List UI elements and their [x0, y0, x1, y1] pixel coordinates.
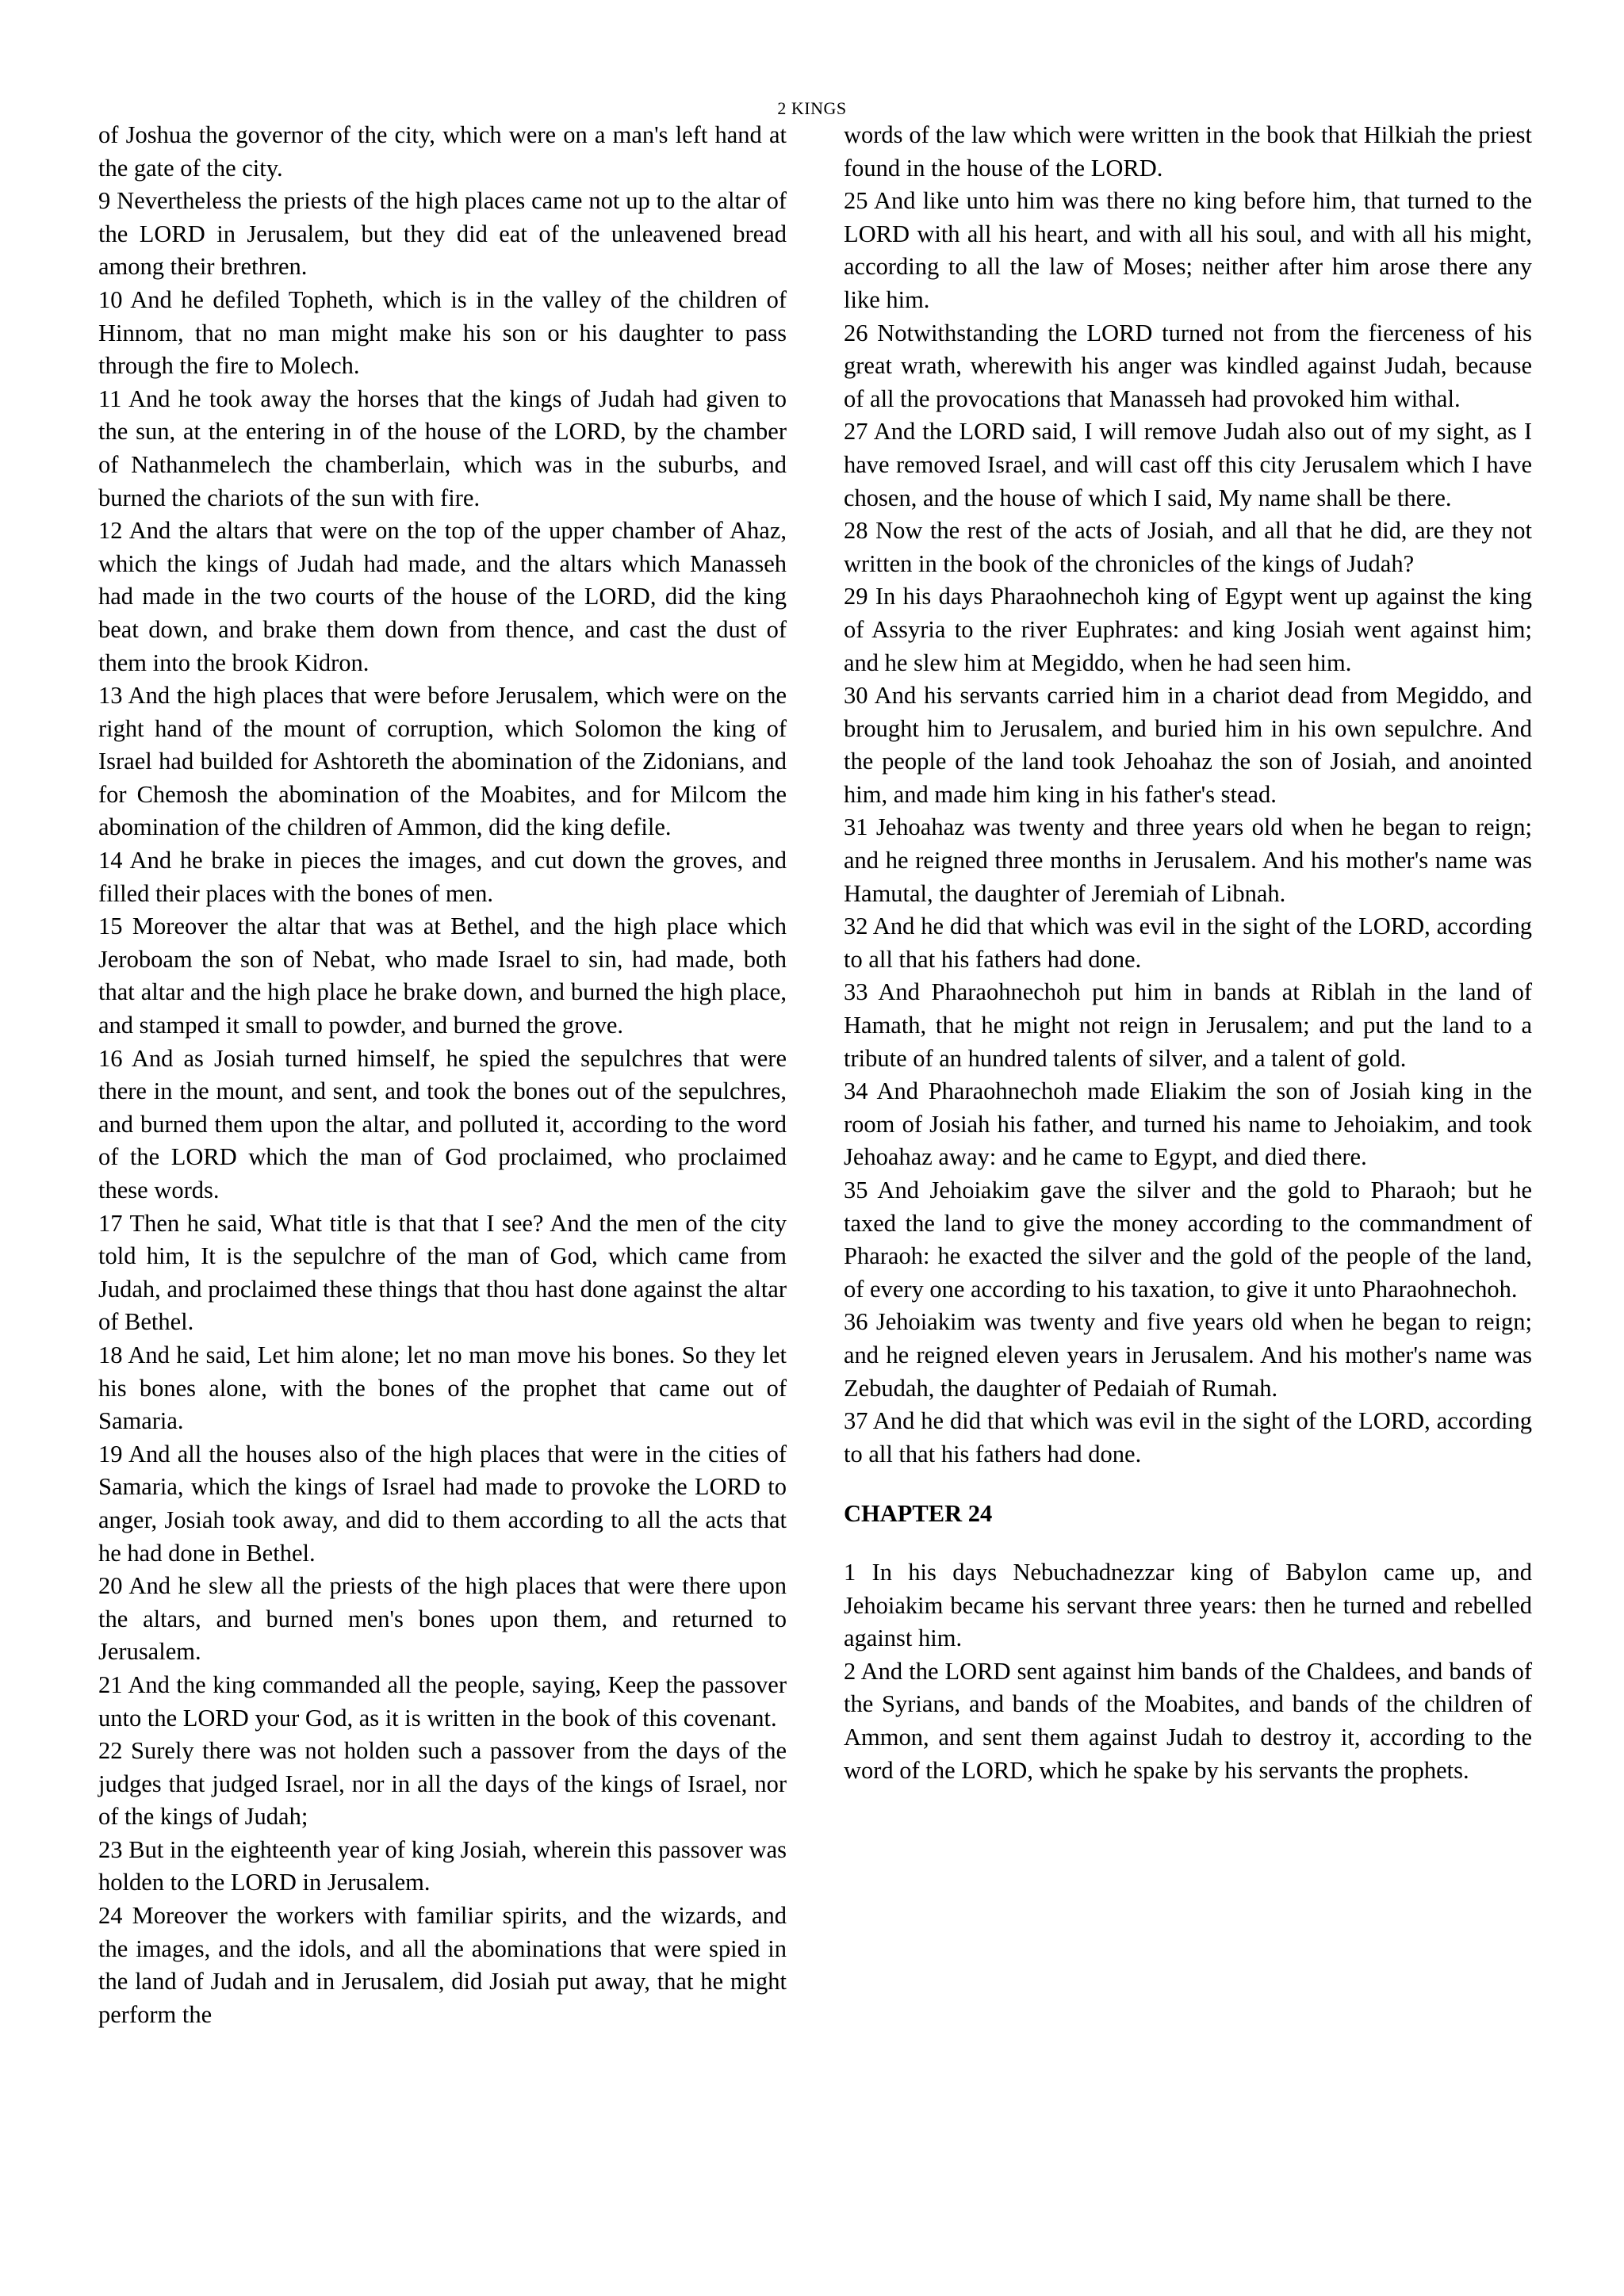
- verse-paragraph: of Joshua the governor of the city, which were on a man's left hand at the gate of the city.: [98, 121, 787, 182]
- left-column: [98, 119, 787, 2031]
- verse-paragraph: 20 And he slew all the priests of the high places that were there upon the altars, and burned men's bones upon them, and returned to Jerusalem.: [98, 1572, 787, 1666]
- verse-paragraph: 22 Surely there was not holden such a passover from the days of the judges that judged Israel, nor in all the days of the kings of Israel, nor of the kings of Judah;: [98, 1737, 787, 1831]
- verse-paragraph: 9 Nevertheless the priests of the high places came not up to the altar of the LORD in Jerusalem, but they did eat of the unleavened bread among their brethren.: [98, 187, 787, 281]
- verse-paragraph: 1 In his days Nebuchadnezzar king of Babylon came up, and Jehoiakim became his servant three years: then he turned and rebelled against him.: [844, 1558, 1532, 1652]
- verse-paragraph: 25 And like unto him was there no king before him, that turned to the LORD with all his heart, and with all his soul, and with all his might, according to all the law of Moses; neither after him arose there any like him.: [844, 187, 1532, 313]
- verse-paragraph: 33 And Pharaohnechoh put him in bands at Riblah in the land of Hamath, that he might not reign in Jerusalem; and put the land to a tribute of an hundred talents of silver, and a talent of gold.: [844, 978, 1532, 1072]
- verse-paragraph: 26 Notwithstanding the LORD turned not from the fierceness of his great wrath, wherewith his anger was kindled against Judah, because of all the provocations that Manasseh had provoked him withal.: [844, 319, 1532, 412]
- verse-paragraph: 18 And he said, Let him alone; let no man move his bones. So they let his bones alone, with the bones of the prophet that came out of Samaria.: [98, 1341, 787, 1435]
- verse-paragraph: 14 And he brake in pieces the images, and cut down the groves, and filled their places with the bones of men.: [98, 847, 787, 907]
- chapter-heading: CHAPTER 24: [844, 1500, 993, 1528]
- verse-paragraph: 17 Then he said, What title is that that I see? And the men of the city told him, It is the sepulchre of the man of God, which came from Judah, and proclaimed these things that thou hast done against the altar of Bethel.: [98, 1209, 787, 1336]
- verse-paragraph: 15 Moreover the altar that was at Bethel, and the high place which Jeroboam the son of Nebat, who made Israel to sin, had made, both that altar and the high place he brake down, and burned the high place, and stamped it small to powder, and burned the grove.: [98, 913, 787, 1039]
- verse-paragraph: 23 But in the eighteenth year of king Josiah, wherein this passover was holden to the LORD in Jerusalem.: [98, 1835, 787, 1896]
- verse-paragraph: 30 And his servants carried him in a chariot dead from Megiddo, and brought him to Jerusalem, and buried him in his own sepulchre. And the people of the land took Jehoahaz the son of Josiah, and anointed him, and made him king in his father's stead.: [844, 682, 1532, 808]
- verse-paragraph: 29 In his days Pharaohnechoh king of Egypt went up against the king of Assyria to the river Euphrates: and king Josiah went against him; and he slew him at Megiddo, when he had seen him.: [844, 583, 1532, 676]
- right-column: [844, 119, 1532, 1787]
- verse-paragraph: 31 Jehoahaz was twenty and three years old when he began to reign; and he reigned three months in Jerusalem. And his mother's name was Hamutal, the daughter of Jeremiah of Libnah.: [844, 813, 1532, 907]
- verse-paragraph: 13 And the high places that were before Jerusalem, which were on the right hand of the mount of corruption, which Solomon the king of Israel had builded for Ashtoreth the abomination of the Zidonians, and for Chemosh the abomination of the Moabites, and for Milcom the abomination of the children of Ammon, did the king defile.: [98, 682, 787, 841]
- verse-paragraph: words of the law which were written in the book that Hilkiah the priest found in the house of the LORD.: [844, 121, 1532, 182]
- verse-paragraph: 34 And Pharaohnechoh made Eliakim the son of Josiah king in the room of Josiah his father, and turned his name to Jehoiakim, and took Jehoahaz away: and he came to Egypt, and died there.: [844, 1077, 1532, 1171]
- verse-paragraph: 28 Now the rest of the acts of Josiah, and all that he did, are they not written in the book of the chronicles of the kings of Judah?: [844, 517, 1532, 577]
- verse-paragraph: 2 And the LORD sent against him bands of the Chaldees, and bands of the Syrians, and bands of the Moabites, and bands of the children of Ammon, and sent them against Judah to destroy it, according to the word of the LORD, which he spake by his servants the prophets.: [844, 1657, 1532, 1784]
- verse-paragraph: 16 And as Josiah turned himself, he spied the sepulchres that were there in the mount, and sent, and took the bones out of the sepulchres, and burned them upon the altar, and polluted it, according to the word of the LORD which the man of God proclaimed, who proclaimed these words.: [98, 1044, 787, 1203]
- verse-paragraph: 19 And all the houses also of the high places that were in the cities of Samaria, which the kings of Israel had made to provoke the LORD to anger, Josiah took away, and did to them according to all the acts that he had done in Bethel.: [98, 1440, 787, 1567]
- verse-paragraph: 36 Jehoiakim was twenty and five years old when he began to reign; and he reigned eleven years in Jerusalem. And his mother's name was Zebudah, the daughter of Pedaiah of Rumah.: [844, 1308, 1532, 1402]
- verse-paragraph: 24 Moreover the workers with familiar spirits, and the wizards, and the images, and the idols, and all the abominations that were spied in the land of Judah and in Jerusalem, did Josiah put away, that he might perform the: [98, 1902, 787, 2028]
- verse-paragraph: 27 And the LORD said, I will remove Judah also out of my sight, as I have removed Israel, and will cast off this city Jerusalem which I have chosen, and the house of which I said, My name shall be there.: [844, 418, 1532, 511]
- verse-paragraph: 21 And the king commanded all the people, saying, Keep the passover unto the LORD your God, as it is written in the book of this covenant.: [98, 1670, 787, 1732]
- verse-paragraph: 10 And he defiled Topheth, which is in the valley of the children of Hinnom, that no man might make his son or his daughter to pass through the fire to Molech.: [98, 285, 787, 380]
- verse-paragraph: 37 And he did that which was evil in the sight of the LORD, according to all that his fathers had done.: [844, 1407, 1532, 1468]
- running-head: 2 KINGS: [777, 98, 847, 118]
- verse-paragraph: 35 And Jehoiakim gave the silver and the gold to Pharaoh; but he taxed the land to give the money according to the commandment of Pharaoh: he exacted the silver and the gold of the people of the land, of every one according to his taxation, to give it unto Pharaohnechoh.: [844, 1177, 1532, 1303]
- verse-paragraph: 12 And the altars that were on the top of the upper chamber of Ahaz, which the kings of Judah had made, and the altars which Manasseh had made in the two courts of the house of the LORD, did the king beat down, and brake them down from thence, and cast the dust of them into the brook Kidron.: [98, 517, 787, 676]
- verse-paragraph: 11 And he took away the horses that the kings of Judah had given to the sun, at the entering in of the house of the LORD, by the chamber of Nathanmelech the chamberlain, which was in the suburbs, and burned the chariots of the sun with fire.: [98, 385, 787, 511]
- verse-paragraph: 32 And he did that which was evil in the sight of the LORD, according to all that his fathers had done.: [844, 913, 1532, 973]
